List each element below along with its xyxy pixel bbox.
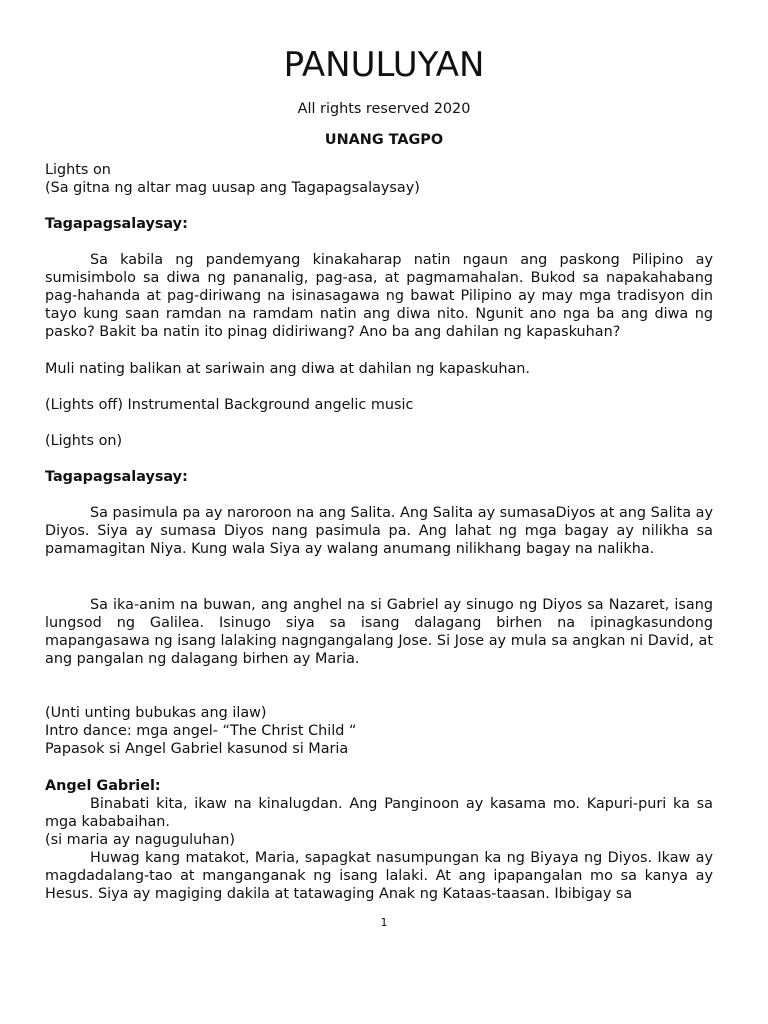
- dialogue-paragraph: Sa kabila ng pandemyang kinakaharap natin ngaun ang paskong Pilipino ay sumisimbolo sa diwa ng pananalig, pag-asa, at pagmamahalan. Bukod sa napakahabang pag-hahanda at pag-diriwang na isinasagawa ng bawat Pilipino ay may mga tradisyon din tayo kung saan ramdan na ramdam natin ang diwa nito. Ngunit ano nga ba ang diwa ng pasko? Bakit ba natin ito pinag didiriwang? Ano ba ang dahilan ng kapaskuhan?: [45, 252, 713, 340]
- speaker-label: Angel Gabriel:: [45, 778, 161, 794]
- dialogue-paragraph: Sa pasimula pa ay naroroon na ang Salita. Ang Salita ay sumasaDiyos at ang Salita ay Diyos. Siya ay sumasa Diyos nang pasimula pa. Ang lahat ng mga bagay ay nilikha sa pamamagitan Niya. Kung wala Siya ay walang anumang nilikhang bagay na nalikha.: [45, 505, 713, 557]
- stage-direction: Papasok si Angel Gabriel kasunod si Maria: [45, 741, 349, 757]
- page-number: 1: [380, 916, 388, 929]
- stage-direction: (Sa gitna ng altar mag uusap ang Tagapagsalaysay): [45, 180, 420, 196]
- dialogue-paragraph: Huwag kang matakot, Maria, sapagkat nasumpungan ka ng Biyaya ng Diyos. Ikaw ay magdadalang-tao at manganganak ng isang lalaki. At ang ipapangalan mo sa kanya ay Hesus. Siya ay magiging dakila at tatawaging Anak ng Kataas-taasan. Ibibigay sa: [45, 850, 713, 902]
- stage-direction-lights-on: Lights on: [45, 162, 111, 178]
- dialogue-paragraph: Sa ika-anim na buwan, ang anghel na si Gabriel ay sinugo ng Diyos sa Nazaret, isang lungsod ng Galilea. Isinugo siya sa isang dalagang birhen na ipinagkasundong mapangasawa ng isang lalaking nagngangalang Jose. Si Jose ay mula sa angkan ni David, at ang pangalan ng dalagang birhen ay Maria.: [45, 597, 713, 667]
- stage-direction: (Lights off) Instrumental Background angelic music: [45, 397, 414, 413]
- dialogue-paragraph: Binabati kita, ikaw na kinalugdan. Ang Panginoon ay kasama mo. Kapuri-puri ka sa mga kababaihan.: [45, 796, 713, 830]
- speaker-label: Tagapagsalaysay:: [45, 216, 188, 232]
- scene-heading: UNANG TAGPO: [324, 132, 444, 148]
- dialogue-paragraph: Muli nating balikan at sariwain ang diwa at dahilan ng kapaskuhan.: [45, 361, 530, 377]
- stage-direction: (Lights on): [45, 433, 123, 449]
- speaker-label: Tagapagsalaysay:: [45, 469, 188, 485]
- stage-direction: (si maria ay naguguluhan): [45, 832, 235, 848]
- document-title: PANULUYAN: [283, 45, 485, 85]
- rights-notice: All rights reserved 2020: [297, 101, 471, 117]
- stage-direction: Intro dance: mga angel- “The Christ Child “: [45, 723, 357, 739]
- stage-direction: (Unti unting bubukas ang ilaw): [45, 705, 267, 721]
